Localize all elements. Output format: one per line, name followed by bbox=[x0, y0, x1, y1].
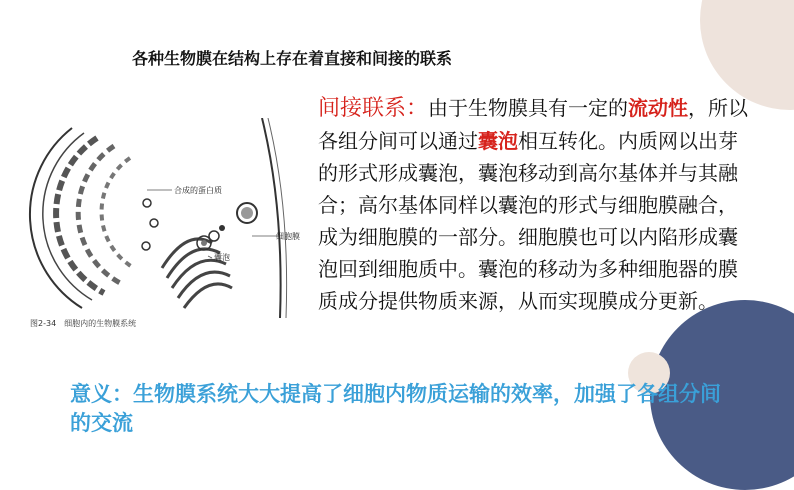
indirect-connection-paragraph bbox=[318, 92, 748, 317]
paragraph-text-2: ，所以各组分间可以通过 bbox=[318, 96, 749, 153]
highlight-fluidity: 流动性 bbox=[628, 96, 689, 120]
label-synthesized-protein: 合成的蛋白质 bbox=[174, 186, 222, 195]
label-cell-membrane: 细胞膜 bbox=[276, 232, 300, 241]
highlight-vesicle: 囊泡 bbox=[478, 129, 518, 153]
cell-diagram bbox=[22, 118, 312, 338]
label-vesicle: 囊泡 bbox=[214, 253, 230, 262]
paragraph-text-3: 相互转化。内质网以出芽的形式形成囊泡，囊泡移动到高尔基体并与其融合；高尔基体同样以囊泡的形式与细胞膜融合，成为细胞膜的一部分。细胞膜也可以内陷形成囊泡回到细胞质中。囊泡的移动为多种细胞器的膜质成分提供物质来源，从而实现膜成分更新。 bbox=[318, 129, 738, 313]
slide-headline: 各种生物膜在结构上存在着直接和间接的联系 bbox=[132, 49, 453, 68]
paragraph-lead: 间接联系： bbox=[318, 96, 429, 121]
cell-membrane-figure bbox=[22, 118, 312, 338]
paragraph-text-1: 由于生物膜具有一定的 bbox=[428, 96, 629, 120]
significance-statement: 意义：生物膜系统大大提高了细胞内物质运输的效率，加强了各组分间的交流 bbox=[70, 382, 721, 435]
figure-caption: 图2-34 细胞内的生物膜系统 bbox=[30, 319, 137, 328]
